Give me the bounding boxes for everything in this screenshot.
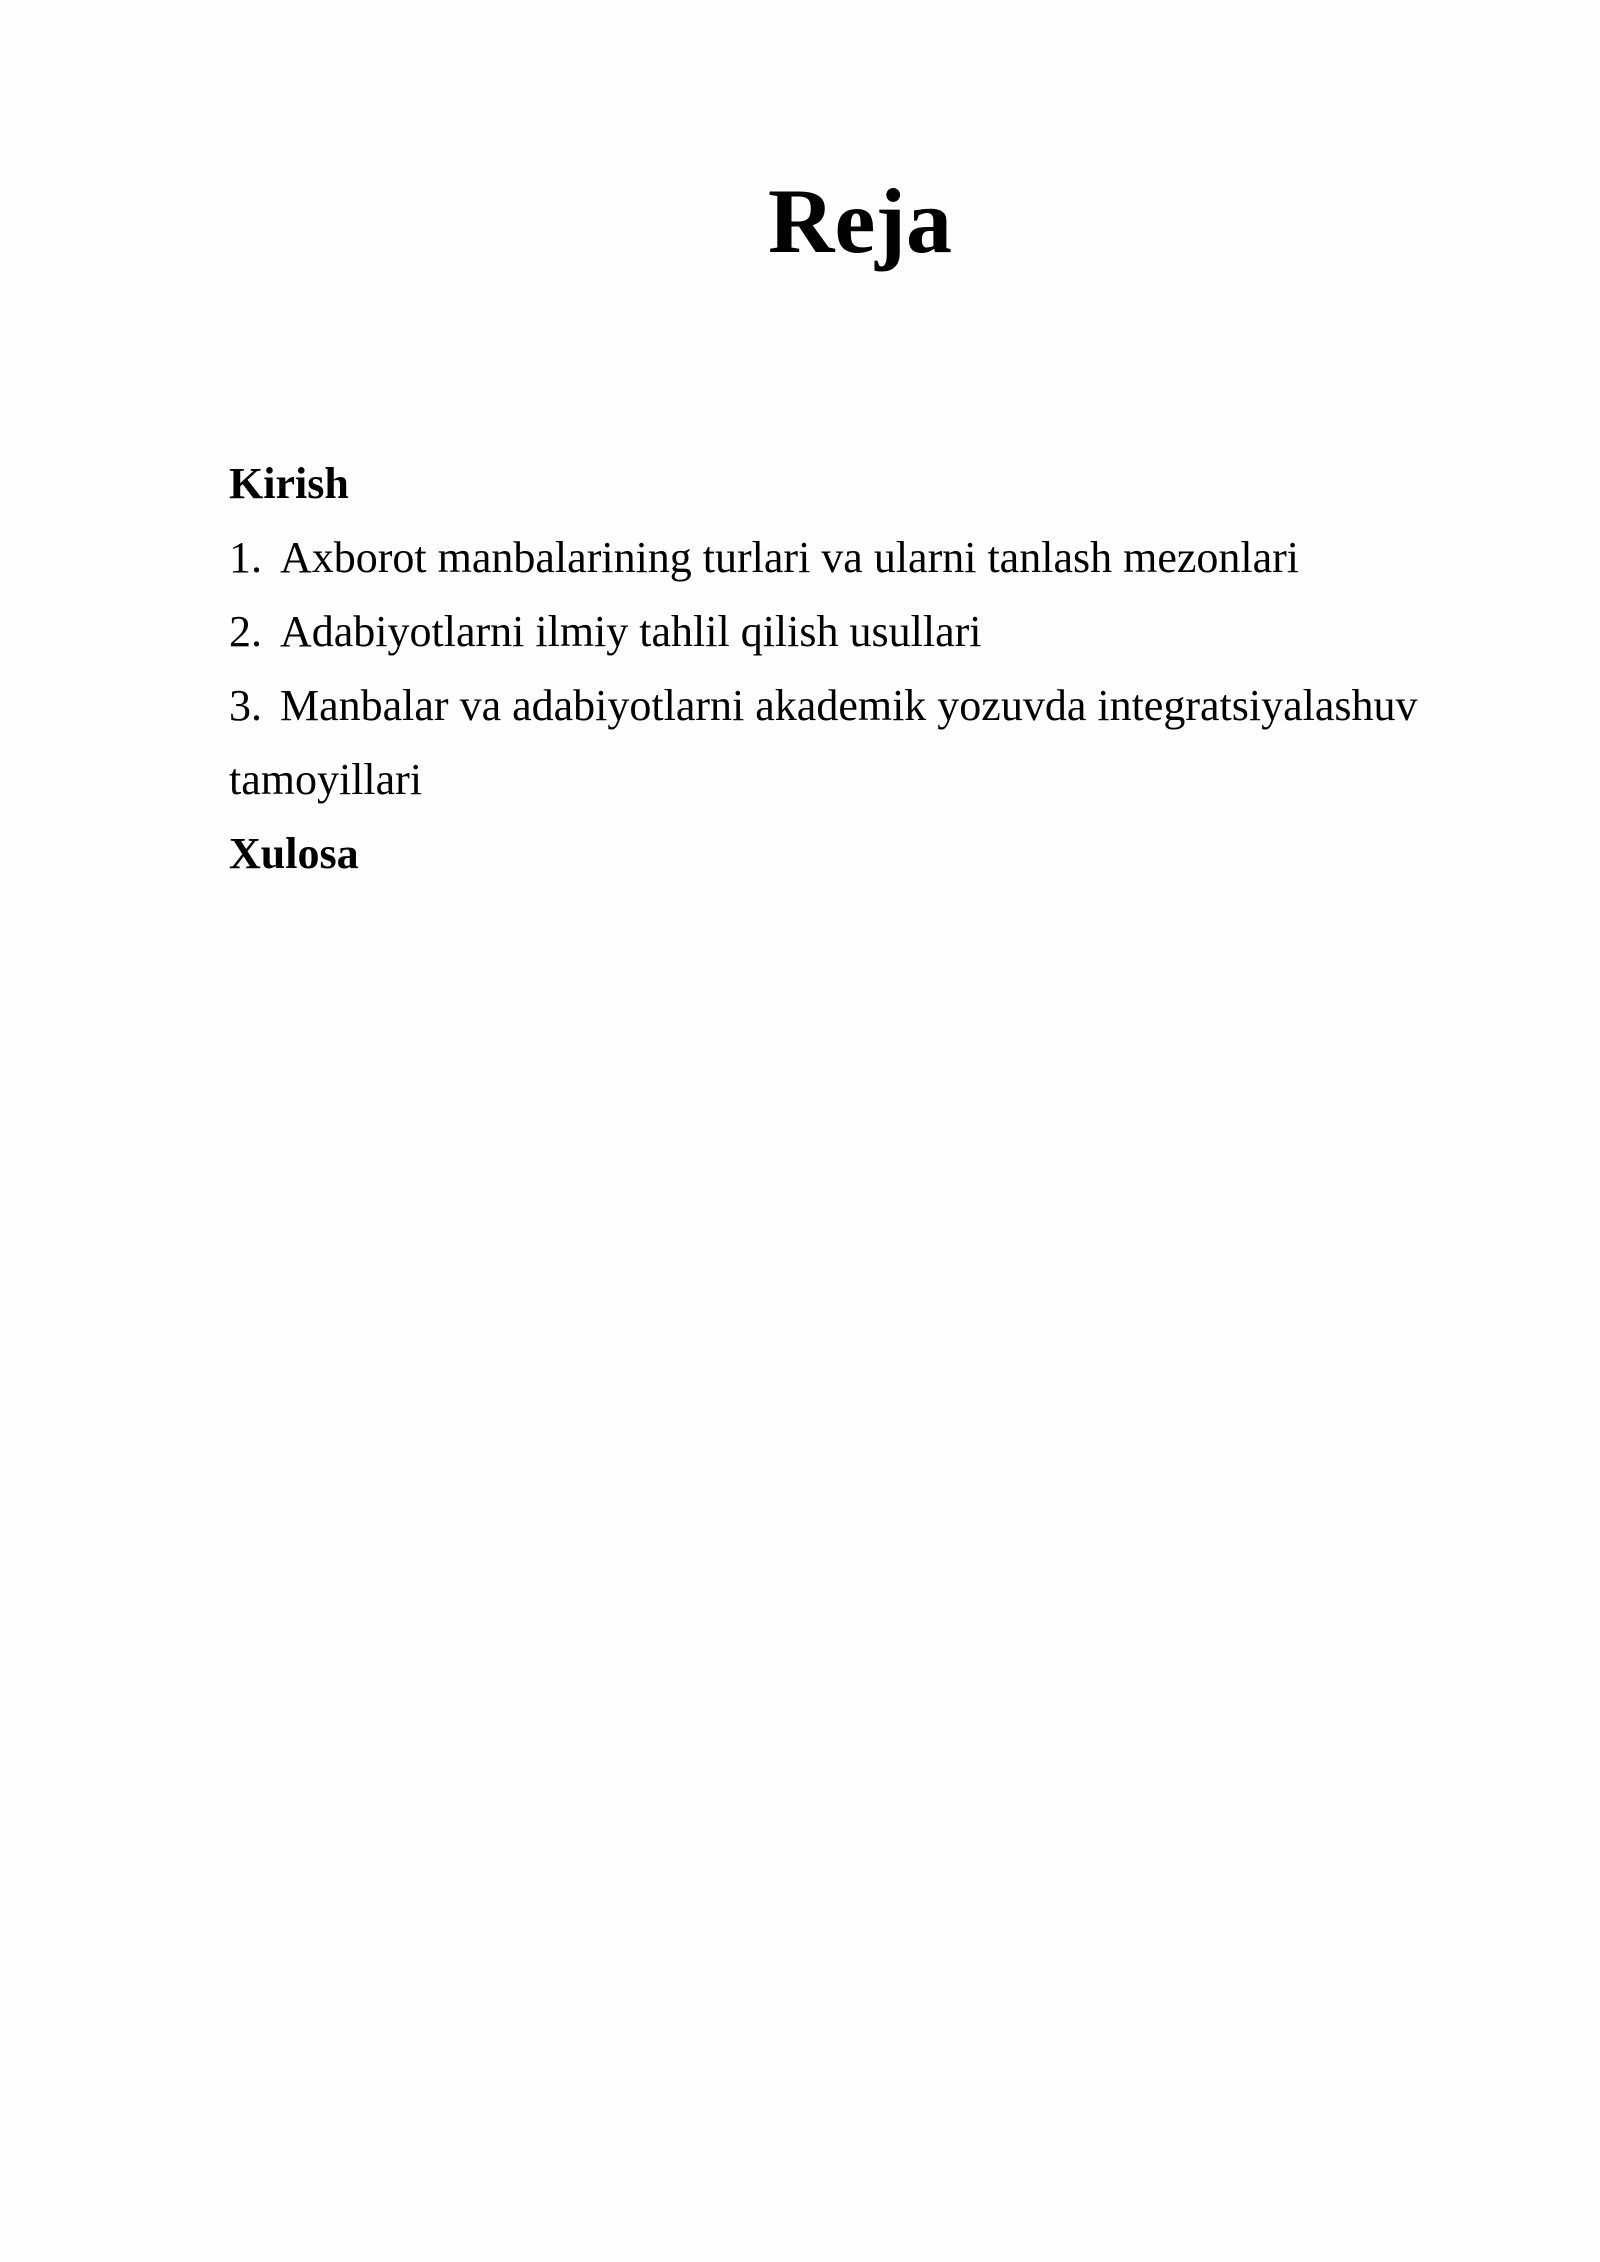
toc-item-number: 2. — [229, 607, 262, 656]
page-title: Reja — [768, 170, 952, 272]
toc-item-text: Axborot manbalarining turlari va ularni tanlash mezonlari — [280, 533, 1300, 582]
toc-item-number: 3. — [229, 681, 262, 730]
table-of-contents — [229, 447, 1489, 891]
toc-item-text: Manbalar va adabiyotlarni akademik yozuvda integratsiyalashuv tamoyillari — [229, 681, 1418, 804]
toc-item-text: Adabiyotlarni ilmiy tahlil qilish usullari — [280, 607, 982, 656]
conclusion-heading: Xulosa — [229, 829, 359, 878]
intro-heading: Kirish — [229, 459, 349, 508]
toc-item-2 — [229, 595, 1489, 669]
toc-item-number: 1. — [229, 533, 262, 582]
toc-item-1 — [229, 521, 1489, 595]
toc-item-3 — [229, 669, 1489, 817]
